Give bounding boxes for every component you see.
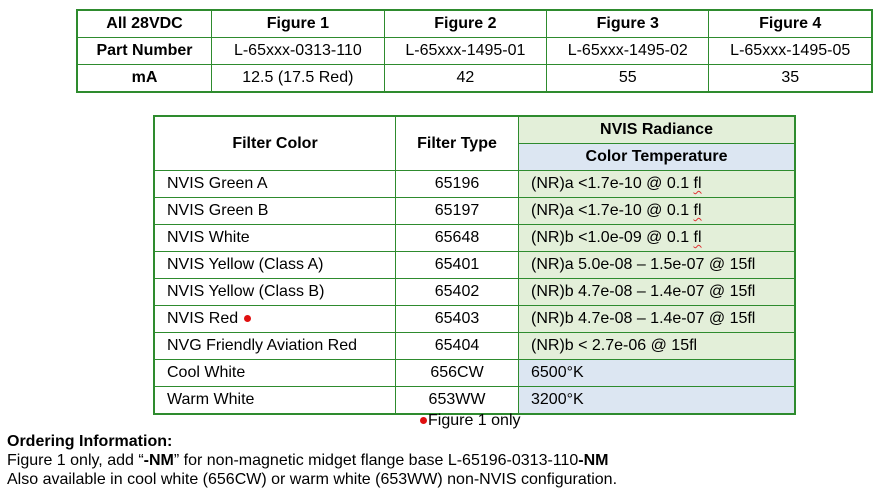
- nvis-radiance-header: NVIS Radiance: [519, 116, 796, 144]
- table-row: [154, 333, 795, 360]
- spec-cell: L-65xxx-1495-01: [384, 38, 546, 65]
- radiance-unit: fl: [693, 229, 702, 246]
- spec-row-ma: [77, 65, 872, 93]
- spec-header-cell: Figure 1: [212, 10, 385, 38]
- filter-color-label: NVIS Red: [167, 310, 239, 327]
- radiance-cell: (NR)b 4.7e-08 – 1.4e-07 @ 15fl: [519, 306, 796, 333]
- filter-type-header: Filter Type: [396, 116, 519, 171]
- radiance-cell: [519, 171, 796, 198]
- ordering-suffix: -NM: [143, 452, 174, 469]
- spec-header-cell: Figure 2: [384, 10, 546, 38]
- filter-type-cell: 65401: [396, 252, 519, 279]
- spec-header-cell: Figure 3: [547, 10, 709, 38]
- filter-type-cell: 65196: [396, 171, 519, 198]
- ordering-suffix: -NM: [578, 452, 609, 469]
- spec-row-part-number: [77, 38, 872, 65]
- table-row: [154, 171, 795, 198]
- table-row: [154, 225, 795, 252]
- radiance-cell: (NR)b 4.7e-08 – 1.4e-07 @ 15fl: [519, 279, 796, 306]
- filter-color-cell: NVIS Green B: [154, 198, 396, 225]
- radiance-unit: fl: [693, 175, 702, 192]
- red-dot-icon: [420, 417, 427, 424]
- ordering-text: ” for non-magnetic midget flange base L-65196-0313-110: [173, 452, 579, 469]
- color-temperature-header: Color Temperature: [519, 144, 796, 171]
- radiance-cell: [519, 198, 796, 225]
- figure-note-text: Figure 1 only: [428, 412, 521, 429]
- radiance-cell: [519, 225, 796, 252]
- spec-cell: 35: [709, 65, 872, 93]
- spec-row-label: mA: [77, 65, 212, 93]
- filter-type-cell: 65648: [396, 225, 519, 252]
- radiance-cell: (NR)a 5.0e-08 – 1.5e-07 @ 15fl: [519, 252, 796, 279]
- table-row: [154, 252, 795, 279]
- radiance-cell: (NR)b < 2.7e-06 @ 15fl: [519, 333, 796, 360]
- spec-header-row: [77, 10, 872, 38]
- spec-cell: 42: [384, 65, 546, 93]
- filter-color-cell: Warm White: [154, 387, 396, 415]
- filter-type-cell: 65402: [396, 279, 519, 306]
- filter-color-cell: [154, 306, 396, 333]
- spec-cell: L-65xxx-1495-02: [547, 38, 709, 65]
- table-row: [154, 198, 795, 225]
- radiance-text: (NR)a <1.7e-10 @ 0.1: [531, 202, 694, 219]
- spec-cell: L-65xxx-0313-110: [212, 38, 385, 65]
- filter-color-cell: NVIS Yellow (Class A): [154, 252, 396, 279]
- filter-type-cell: 65404: [396, 333, 519, 360]
- filter-color-cell: Cool White: [154, 360, 396, 387]
- spec-cell: 55: [547, 65, 709, 93]
- spec-table: [76, 9, 873, 93]
- filter-header-row: [154, 116, 795, 144]
- red-dot-icon: [244, 315, 251, 322]
- filter-type-cell: 656CW: [396, 360, 519, 387]
- spec-cell: 12.5 (17.5 Red): [212, 65, 385, 93]
- radiance-unit: fl: [693, 202, 702, 219]
- filter-table: [153, 115, 796, 415]
- ordering-title: Ordering Information:: [7, 433, 173, 450]
- spec-cell: L-65xxx-1495-05: [709, 38, 872, 65]
- radiance-text: (NR)b <1.0e-09 @ 0.1: [531, 229, 694, 246]
- filter-color-cell: NVIS White: [154, 225, 396, 252]
- figure-note: [420, 412, 521, 430]
- filter-color-cell: NVIS Yellow (Class B): [154, 279, 396, 306]
- filter-color-header: Filter Color: [154, 116, 396, 171]
- table-row: [154, 279, 795, 306]
- radiance-text: (NR)a <1.7e-10 @ 0.1: [531, 175, 694, 192]
- color-temperature-cell: 6500°K: [519, 360, 796, 387]
- spec-header-cell: All 28VDC: [77, 10, 212, 38]
- table-row: [154, 360, 795, 387]
- filter-type-cell: 65403: [396, 306, 519, 333]
- ordering-line-2: Also available in cool white (656CW) or warm white (653WW) non-NVIS configuration.: [7, 471, 618, 488]
- filter-type-cell: 653WW: [396, 387, 519, 415]
- filter-type-cell: 65197: [396, 198, 519, 225]
- spec-header-cell: Figure 4: [709, 10, 872, 38]
- color-temperature-cell: 3200°K: [519, 387, 796, 415]
- ordering-line-1: [7, 451, 617, 470]
- filter-color-cell: NVG Friendly Aviation Red: [154, 333, 396, 360]
- spec-row-label: Part Number: [77, 38, 212, 65]
- ordering-information: [7, 432, 617, 489]
- filter-color-cell: NVIS Green A: [154, 171, 396, 198]
- table-row: [154, 387, 795, 415]
- table-row: [154, 306, 795, 333]
- ordering-text: Figure 1 only, add “: [7, 452, 144, 469]
